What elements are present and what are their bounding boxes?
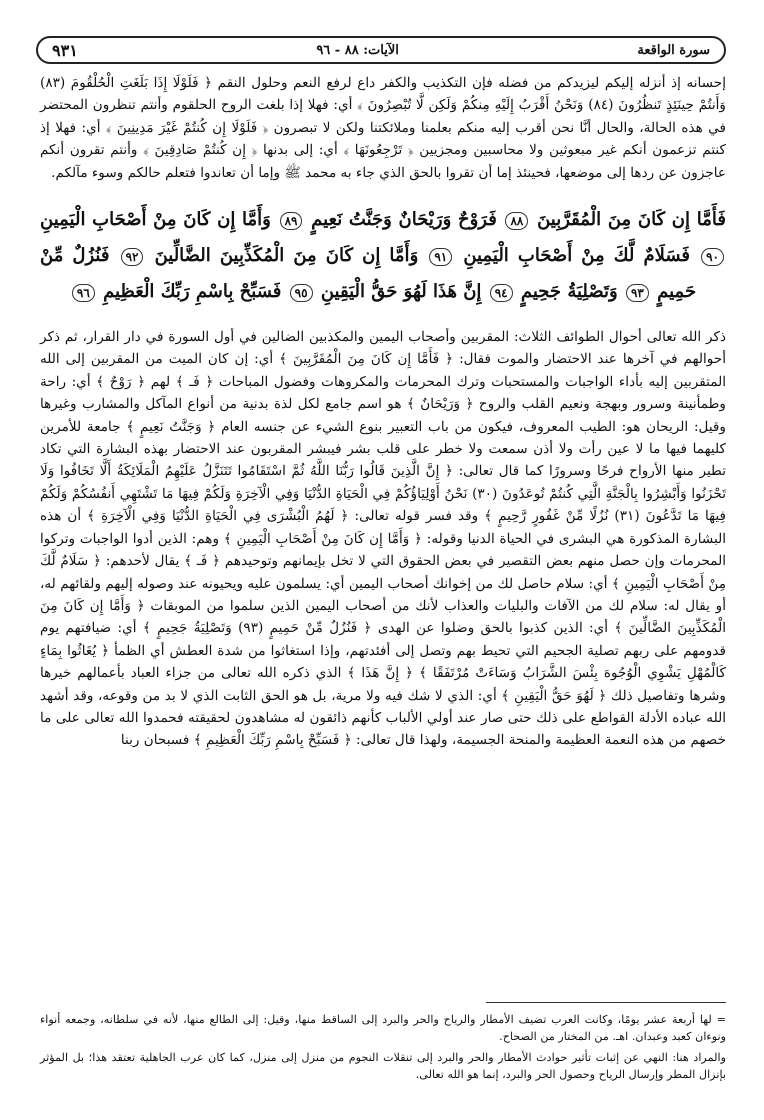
aya-91: فَسَلَامٌ لَّكَ مِنْ أَصْحَابِ الْيَمِينِ ٩١ <box>427 245 690 266</box>
ayat-range: الآيات: ٨٨ - ٩٦ <box>316 42 399 58</box>
intro-paragraph: إحسانه إذ أنزله إليكم ليزيدكم من فضله فإن التكذيب والكفر داع لرفع النعم وحلول النقم ﴿ فَلَوْلَا إِذَا بَلَغَتِ الْحُلْقُومَ (٨٣) وَأَنتُمْ حِينَئِذٍ تَنظُرُونَ (٨٤) وَنَحْنُ أَقْرَبُ إِلَيْهِ مِنكُمْ وَلَكِن لَّا تُبْصِرُونَ ﴾ أي: فهلا إذا بلغت الروح الحلقوم وأنتم تنظرون المحتضر في هذه الحالة، والحال أنَّا نحن أقرب إليه منكم بعلمنا وملائكتنا ولكن لا تبصرون ﴿ فَلَوْلَا إِن كُنتُمْ غَيْرَ مَدِينِينَ ﴾ أي: فهلا إذ كنتم تزعمون أنكم غير مبعوثين ولا محاسبين ومجزيين ﴿ تَرْجِعُونَهَا ﴾ أي: إلى بدنها ﴿ إِن كُنتُمْ صَادِقِينَ ﴾ وأنتم تقرون أنكم عاجزون عن ردها إلى موضعها، فحينئذ إما أن تقروا بالحق الذي جاء به محمد ﷺ وإما أن تعاندوا فتعلم حالكم وسوء مآلكم. <box>40 75 726 181</box>
footnotes <box>40 1002 726 1087</box>
tafsir-paragraph: ذكر الله تعالى أحوال الطوائف الثلاث: المقربين وأصحاب اليمين والمكذبين الضالين في أول السورة في دار القرار، ثم ذكر أحوالهم في آخرها عند الاحتضار والموت فقال: ﴿ فَأَمَّا إِن كَانَ مِنَ الْمُقَرَّبِينَ ﴾ أي: إن كان الميت من المقربين إلى الله المتقربين إليه بأداء الواجبات والمستحبات وترك المحرمات والمكروهات وفضول المباحات ﴿ فَـ ﴾ لهم ﴿ رَوْحٌ ﴾ أي: راحة وطمأنينة وسرور وبهجة ونعيم القلب والروح ﴿ وَرَيْحَانٌ ﴾ هو اسم جامع لكل لذة بدنية من أنواع المآكل والمشارب وغيرها وقيل: الريحان هو: الطيب المعروف، فيكون من باب التعبير بنوع الشيء عن جنسه العام ﴿ وَجَنَّتُ نَعِيمٍ ﴾ جامعة للأمرين كليهما فيها ما لا عين رأت ولا أذن سمعت ولا خطر على قلب بشر فيبشر المقربون عند الاحتضار بهذه البشارة التي تكاد تطير منها الأرواح فرحًا وسرورًا كما قال تعالى: ﴿ إِنَّ الَّذِينَ قَالُوا رَبُّنَا اللَّهُ ثُمَّ اسْتَقَامُوا تَتَنَزَّلُ عَلَيْهِمُ الْمَلَائِكَةُ أَلَّا تَخَافُوا وَلَا تَحْزَنُوا وَأَبْشِرُوا بِالْجَنَّةِ الَّتِي كُنتُمْ تُوعَدُونَ (٣٠) نَحْنُ أَوْلِيَاؤُكُمْ فِي الْحَيَاةِ الدُّنْيَا وَفِي الْآخِرَةِ وَلَكُمْ فِيهَا مَا تَشْتَهِي أَنفُسُكُمْ وَلَكُمْ فِيهَا مَا تَدَّعُونَ (٣١) نُزُلًا مِّنْ غَفُورٍ رَّحِيمٍ ﴾ وقد فسر قوله تعالى: ﴿ لَهُمُ الْبُشْرَى فِي الْحَيَاةِ الدُّنْيَا وَفِي الْآخِرَةِ ﴾ أن هذه البشارة المذكورة هي البشرى في الحياة الدنيا وقوله: ﴿ وَأَمَّا إِن كَانَ مِنْ أَصْحَابِ الْيَمِينِ ﴾ وهم: الذين أدوا الواجبات وتركوا المحرمات وإن حصل منهم بعض التقصير في بعض الحقوق التي لا تخل بإيمانهم وتوحيدهم ﴿ فَـ ﴾ يقال لأحدهم: ﴿ سَلَامٌ لَّكَ مِنْ أَصْحَابِ الْيَمِينِ ﴾ أي: سلام حاصل لك من إخوانك أصحاب اليمين أي: يسلمون عليه ويحيونه عند وصوله إليهم ولقائهم له، أو يقال له: سلام لك من الآفات والبليات والعذاب لأنك من أصحاب اليمين الذين سلموا من الموبقات ﴿ وَأَمَّا إِن كَانَ مِنَ الْمُكَذِّبِينَ الضَّالِّينَ ﴾ أي: الذين كذبوا بالحق وضلوا عن الهدى ﴿ فَنُزُلٌ مِّنْ حَمِيمٍ (٩٣) وَتَصْلِيَةُ جَحِيمٍ ﴾ أي: ضيافتهم يوم قدومهم على ربهم تصلية الجحيم التي تحيط بهم وتصل إلى أفئدتهم، وإذا استغاثوا من شدة العطش أي الظمأ ﴿ يُغَاثُوا بِمَاءٍ كَالْمُهْلِ يَشْوِي الْوُجُوهَ بِئْسَ الشَّرَابُ وَسَاءَتْ مُرْتَفَقًا ﴾ ﴿ إِنَّ هَذَا ﴾ الذي ذكره الله تعالى من جزاء العباد بأعمالهم خيرها وشرها وتفاصيل ذلك ﴿ لَهُوَ حَقُّ الْيَقِينِ ﴾ أي: الذي لا شك فيه ولا مرية، بل هو الحق الثابت الذي لا بد من وقوعه، وقد أشهد الله عباده الأدلة القواطع على ذلك حتى صار عند أولي الألباب كأنهم ذائقون له مشاهدون لحقيقته فحمدوا الله تعالى على ما خصهم من هذه النعمة العظيمة والمنحة الجسيمة، ولهذا قال تعالى: ﴿ فَسَبِّحْ بِاسْمِ رَبِّكَ الْعَظِيمِ ﴾ فسبحان ربنا <box>40 329 727 749</box>
aya-92: وَأَمَّا إِن كَانَ مِنَ الْمُكَذِّبِينَ الضَّالِّينَ ٩٢ <box>119 245 419 266</box>
footnote-1: = لها أربعة عشر يومًا، وكانت العرب تضيف الأمطار والرياح والحر والبرد إلى الساقط منها، وقيل: إلى الطالع منها، لأنه في سلطانه، وجمعه أنواء ونوءان كعبد وعبدان. اهـ. من المختار من الصحاح. <box>40 1013 726 1043</box>
aya-94: وَتَصْلِيَةُ جَحِيمٍ ٩٤ <box>488 281 618 302</box>
aya-88: فَأَمَّا إِن كَانَ مِنَ الْمُقَرَّبِينَ ٨٨ <box>503 209 725 230</box>
ayat-block <box>40 202 726 310</box>
aya-89: فَرَوْحٌ وَرَيْحَانٌ وَجَنَّتُ نَعِيمٍ ٨٩ <box>278 209 497 230</box>
aya-95: إِنَّ هَذَا لَهُوَ حَقُّ الْيَقِينِ ٩٥ <box>288 281 482 302</box>
page-body <box>40 72 726 752</box>
footnote-2: والمراد هنا: النهي عن إثبات تأثير حوادث الأمطار والحر والبرد إلى تنقلات النجوم من منزل إلى منزل، كما كان عرب الجاهلية تعتقد هذا؛ بل المؤثر بإنزال المطر وإرسال الرياح وحصول الحر والبرد، إنما هو الله تعالى. <box>40 1051 726 1081</box>
aya-90: وَأَمَّا إِن كَانَ مِنْ أَصْحَابِ الْيَمِينِ ٩٠ <box>40 209 726 266</box>
footnote-divider <box>486 1002 726 1003</box>
page-header <box>36 36 726 64</box>
aya-93: فَنُزُلٌ مِّنْ حَمِيمٍ ٩٣ <box>40 245 697 303</box>
page-number: ٩٣١ <box>52 40 78 60</box>
aya-96: فَسَبِّحْ بِاسْمِ رَبِّكَ الْعَظِيمِ ٩٦ <box>70 281 281 302</box>
surah-name: سورة الواقعة <box>637 42 710 58</box>
